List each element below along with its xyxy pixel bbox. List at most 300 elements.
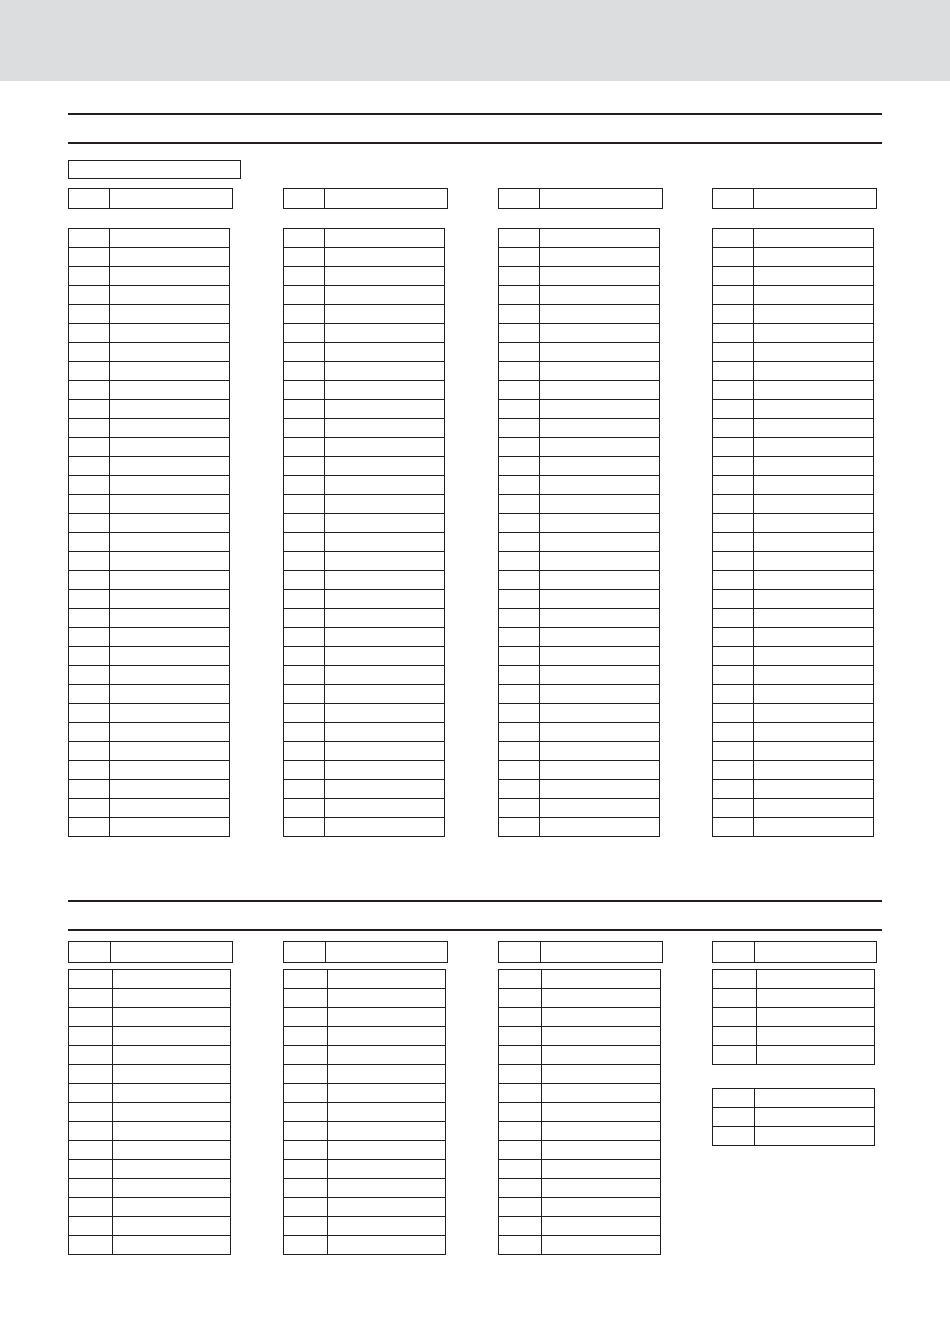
table-row xyxy=(499,362,660,381)
value-cell xyxy=(110,286,230,305)
value-cell xyxy=(325,476,445,495)
value-cell xyxy=(328,1122,446,1141)
value-cell xyxy=(754,761,874,780)
code-cell xyxy=(499,818,540,837)
value-cell xyxy=(328,1160,446,1179)
code-cell xyxy=(69,286,110,305)
table-row xyxy=(284,286,445,305)
code-cell xyxy=(284,1236,328,1255)
table-row xyxy=(713,723,874,742)
value-cell xyxy=(325,761,445,780)
table-row xyxy=(69,495,230,514)
table-row xyxy=(69,324,230,343)
code-cell xyxy=(713,457,754,476)
code-cell xyxy=(499,609,540,628)
table-row xyxy=(713,628,874,647)
value-cell xyxy=(754,704,874,723)
table-row xyxy=(69,1065,231,1084)
code-cell xyxy=(499,761,540,780)
code-cell xyxy=(499,305,540,324)
table-row xyxy=(69,1236,231,1255)
value-cell xyxy=(540,799,660,818)
code-cell xyxy=(69,1008,113,1027)
table-row xyxy=(713,362,874,381)
value-cell xyxy=(113,1084,231,1103)
value-cell xyxy=(757,970,875,989)
section1-top-rule xyxy=(68,113,882,115)
table-row xyxy=(713,267,874,286)
value-cell xyxy=(754,286,874,305)
code-cell xyxy=(713,1046,757,1065)
code-cell xyxy=(713,818,754,837)
value-cell xyxy=(754,723,874,742)
table-row xyxy=(499,476,660,495)
table-row xyxy=(713,1089,875,1108)
value-cell xyxy=(754,495,874,514)
value-cell xyxy=(110,495,230,514)
value-cell xyxy=(113,970,231,989)
header-band xyxy=(0,0,950,81)
section2-header-2 xyxy=(283,941,448,963)
code-cell xyxy=(284,362,325,381)
value-cell xyxy=(540,685,660,704)
table-row xyxy=(713,647,874,666)
table-row xyxy=(69,1027,231,1046)
code-cell xyxy=(284,723,325,742)
value-cell xyxy=(328,1027,446,1046)
code-cell xyxy=(69,324,110,343)
value-cell xyxy=(755,1108,875,1127)
section2-bottom-rule xyxy=(68,929,882,931)
code-cell xyxy=(499,1236,542,1255)
code-cell xyxy=(499,1179,542,1198)
code-cell xyxy=(284,1141,328,1160)
value-cell xyxy=(542,1046,661,1065)
code-cell xyxy=(499,780,540,799)
table-row xyxy=(69,362,230,381)
code-cell xyxy=(284,324,325,343)
table-row xyxy=(69,343,230,362)
value-cell xyxy=(110,742,230,761)
table-row xyxy=(713,742,874,761)
code-cell xyxy=(713,1027,757,1046)
value-cell xyxy=(542,1065,661,1084)
table-row xyxy=(499,457,660,476)
code-cell xyxy=(713,362,754,381)
value-cell xyxy=(540,419,660,438)
section2-table-4 xyxy=(712,969,875,1065)
value-cell xyxy=(542,1236,661,1255)
value-cell xyxy=(542,1160,661,1179)
table-row xyxy=(713,229,874,248)
value-cell xyxy=(110,647,230,666)
value-cell xyxy=(325,324,445,343)
table-row xyxy=(69,685,230,704)
value-cell xyxy=(110,761,230,780)
code-cell xyxy=(284,818,325,837)
code-cell xyxy=(284,438,325,457)
value-cell xyxy=(540,438,660,457)
table-row xyxy=(499,1236,661,1255)
table-row xyxy=(713,552,874,571)
code-cell xyxy=(499,1160,542,1179)
section1-label-box xyxy=(68,160,241,179)
table-row xyxy=(499,1160,661,1179)
table-row xyxy=(69,799,230,818)
value-cell xyxy=(110,476,230,495)
table-row xyxy=(284,818,445,837)
table-row xyxy=(284,438,445,457)
value-cell xyxy=(542,970,661,989)
table-row xyxy=(499,400,660,419)
code-cell xyxy=(69,476,110,495)
code-cell xyxy=(284,400,325,419)
code-cell xyxy=(499,1217,542,1236)
table-row xyxy=(499,514,660,533)
table-row xyxy=(713,1108,875,1127)
table-row xyxy=(499,1179,661,1198)
value-cell xyxy=(325,362,445,381)
table-row xyxy=(284,1008,446,1027)
table-row xyxy=(713,1027,875,1046)
value-cell xyxy=(542,1179,661,1198)
code-cell xyxy=(69,942,111,963)
value-cell xyxy=(540,400,660,419)
table-row xyxy=(284,533,445,552)
section2-table-2 xyxy=(283,969,446,1255)
value-cell xyxy=(328,1065,446,1084)
table-row xyxy=(284,609,445,628)
value-cell xyxy=(754,799,874,818)
table-row xyxy=(499,1122,661,1141)
table-row xyxy=(499,970,661,989)
code-cell xyxy=(499,324,540,343)
table-row xyxy=(284,1046,446,1065)
table-row xyxy=(284,362,445,381)
value-cell xyxy=(540,229,660,248)
table-row xyxy=(499,989,661,1008)
table-row xyxy=(69,989,231,1008)
value-cell xyxy=(328,989,446,1008)
code-cell xyxy=(713,989,757,1008)
table-row xyxy=(499,942,663,963)
value-cell xyxy=(754,305,874,324)
code-cell xyxy=(284,1008,328,1027)
code-cell xyxy=(499,723,540,742)
table-row xyxy=(69,628,230,647)
code-cell xyxy=(284,514,325,533)
table-row xyxy=(284,495,445,514)
table-row xyxy=(499,419,660,438)
value-cell xyxy=(754,457,874,476)
value-cell xyxy=(755,942,877,963)
value-cell xyxy=(754,628,874,647)
table-row xyxy=(713,571,874,590)
code-cell xyxy=(713,305,754,324)
code-cell xyxy=(284,1160,328,1179)
value-cell xyxy=(754,514,874,533)
code-cell xyxy=(284,381,325,400)
table-row xyxy=(499,704,660,723)
value-cell xyxy=(540,305,660,324)
code-cell xyxy=(69,723,110,742)
code-cell xyxy=(499,1141,542,1160)
value-cell xyxy=(325,609,445,628)
value-cell xyxy=(540,628,660,647)
code-cell xyxy=(69,1179,113,1198)
table-row xyxy=(713,780,874,799)
value-cell xyxy=(328,1198,446,1217)
code-cell xyxy=(69,1236,113,1255)
table-row xyxy=(713,818,874,837)
table-row xyxy=(713,286,874,305)
code-cell xyxy=(69,381,110,400)
code-cell xyxy=(284,1198,328,1217)
value-cell xyxy=(325,818,445,837)
value-cell xyxy=(540,571,660,590)
value-cell xyxy=(325,590,445,609)
code-cell xyxy=(499,381,540,400)
code-cell xyxy=(499,248,540,267)
table-row xyxy=(499,742,660,761)
table-row xyxy=(69,1103,231,1122)
code-cell xyxy=(284,1084,328,1103)
code-cell xyxy=(284,666,325,685)
value-cell xyxy=(110,457,230,476)
code-cell xyxy=(69,666,110,685)
table-row xyxy=(284,419,445,438)
value-cell xyxy=(754,476,874,495)
value-cell xyxy=(110,514,230,533)
table-row xyxy=(69,1179,231,1198)
value-cell xyxy=(110,590,230,609)
code-cell xyxy=(499,495,540,514)
code-cell xyxy=(284,229,325,248)
table-row xyxy=(713,533,874,552)
code-cell xyxy=(69,267,110,286)
code-cell xyxy=(284,267,325,286)
table-row xyxy=(713,970,875,989)
table-row xyxy=(713,1127,875,1146)
code-cell xyxy=(284,248,325,267)
value-cell xyxy=(754,533,874,552)
code-cell xyxy=(499,476,540,495)
code-cell xyxy=(499,685,540,704)
value-cell xyxy=(325,552,445,571)
table-row xyxy=(713,305,874,324)
code-cell xyxy=(69,438,110,457)
code-cell xyxy=(69,742,110,761)
code-cell xyxy=(69,590,110,609)
table-row xyxy=(284,1141,446,1160)
value-cell xyxy=(325,723,445,742)
table-row xyxy=(284,1027,446,1046)
table-row xyxy=(69,590,230,609)
code-cell xyxy=(713,495,754,514)
section2-header-4 xyxy=(712,941,877,963)
table-row xyxy=(499,438,660,457)
value-cell xyxy=(325,742,445,761)
table-row xyxy=(499,571,660,590)
table-row xyxy=(69,761,230,780)
code-cell xyxy=(284,761,325,780)
table-row xyxy=(69,286,230,305)
value-cell xyxy=(328,1103,446,1122)
value-cell xyxy=(110,324,230,343)
code-cell xyxy=(713,970,757,989)
code-cell xyxy=(499,400,540,419)
value-cell xyxy=(110,799,230,818)
table-row xyxy=(713,189,877,209)
code-cell xyxy=(284,476,325,495)
code-cell xyxy=(713,229,754,248)
value-cell xyxy=(757,1027,875,1046)
table-row xyxy=(713,609,874,628)
code-cell xyxy=(713,381,754,400)
value-cell xyxy=(325,495,445,514)
table-row xyxy=(69,305,230,324)
value-cell xyxy=(540,362,660,381)
code-cell xyxy=(69,780,110,799)
code-cell xyxy=(284,799,325,818)
table-row xyxy=(713,495,874,514)
table-row xyxy=(284,685,445,704)
section2-table-5 xyxy=(712,1088,875,1146)
table-row xyxy=(69,1198,231,1217)
code-cell xyxy=(499,970,542,989)
table-row xyxy=(713,514,874,533)
value-cell xyxy=(757,989,875,1008)
value-cell xyxy=(325,685,445,704)
code-cell xyxy=(69,495,110,514)
value-cell xyxy=(110,609,230,628)
code-cell xyxy=(284,780,325,799)
value-cell xyxy=(755,1089,875,1108)
code-cell xyxy=(284,1046,328,1065)
code-cell xyxy=(499,590,540,609)
value-cell xyxy=(113,1236,231,1255)
value-cell xyxy=(325,438,445,457)
table-row xyxy=(713,989,875,1008)
table-row xyxy=(69,1046,231,1065)
value-cell xyxy=(110,248,230,267)
table-row xyxy=(284,267,445,286)
value-cell xyxy=(540,343,660,362)
table-row xyxy=(284,476,445,495)
code-cell xyxy=(713,343,754,362)
code-cell xyxy=(713,476,754,495)
code-cell xyxy=(499,942,541,963)
table-row xyxy=(284,1179,446,1198)
value-cell xyxy=(754,818,874,837)
table-row xyxy=(284,628,445,647)
code-cell xyxy=(284,970,328,989)
table-row xyxy=(69,229,230,248)
code-cell xyxy=(713,1089,755,1108)
table-row xyxy=(499,1198,661,1217)
value-cell xyxy=(110,267,230,286)
table-row xyxy=(499,343,660,362)
value-cell xyxy=(540,248,660,267)
value-cell xyxy=(325,799,445,818)
code-cell xyxy=(499,267,540,286)
code-cell xyxy=(499,628,540,647)
table-row xyxy=(284,742,445,761)
section2-top-rule xyxy=(68,900,882,902)
table-row xyxy=(713,400,874,419)
value-cell xyxy=(110,400,230,419)
value-cell xyxy=(754,780,874,799)
table-row xyxy=(69,189,233,209)
table-row xyxy=(713,761,874,780)
value-cell xyxy=(325,343,445,362)
value-cell xyxy=(110,381,230,400)
code-cell xyxy=(69,818,110,837)
code-cell xyxy=(69,1217,113,1236)
table-row xyxy=(499,248,660,267)
code-cell xyxy=(499,189,540,209)
table-row xyxy=(284,1103,446,1122)
value-cell xyxy=(113,1008,231,1027)
table-row xyxy=(284,647,445,666)
value-cell xyxy=(110,780,230,799)
table-row xyxy=(69,609,230,628)
value-cell xyxy=(754,609,874,628)
value-cell xyxy=(113,1217,231,1236)
table-row xyxy=(713,381,874,400)
value-cell xyxy=(540,780,660,799)
value-cell xyxy=(754,229,874,248)
code-cell xyxy=(284,647,325,666)
code-cell xyxy=(69,400,110,419)
table-row xyxy=(69,267,230,286)
table-row xyxy=(69,419,230,438)
code-cell xyxy=(284,628,325,647)
value-cell xyxy=(540,818,660,837)
table-row xyxy=(69,818,230,837)
table-row xyxy=(713,457,874,476)
value-cell xyxy=(113,1160,231,1179)
value-cell xyxy=(110,419,230,438)
table-row xyxy=(69,942,233,963)
table-row xyxy=(69,533,230,552)
table-row xyxy=(284,942,448,963)
section1-header-4 xyxy=(712,188,877,209)
code-cell xyxy=(69,1198,113,1217)
table-row xyxy=(713,942,877,963)
table-row xyxy=(499,685,660,704)
value-cell xyxy=(113,1103,231,1122)
table-row xyxy=(69,742,230,761)
value-cell xyxy=(540,723,660,742)
value-cell xyxy=(111,942,233,963)
section2-header-3 xyxy=(498,941,663,963)
code-cell xyxy=(713,761,754,780)
table-row xyxy=(499,761,660,780)
value-cell xyxy=(540,324,660,343)
table-row xyxy=(284,324,445,343)
value-cell xyxy=(113,1122,231,1141)
value-cell xyxy=(325,189,448,209)
code-cell xyxy=(69,305,110,324)
value-cell xyxy=(754,419,874,438)
value-cell xyxy=(113,1027,231,1046)
section1-header-1 xyxy=(68,188,233,209)
code-cell xyxy=(499,799,540,818)
value-cell xyxy=(110,723,230,742)
value-cell xyxy=(110,343,230,362)
code-cell xyxy=(713,533,754,552)
